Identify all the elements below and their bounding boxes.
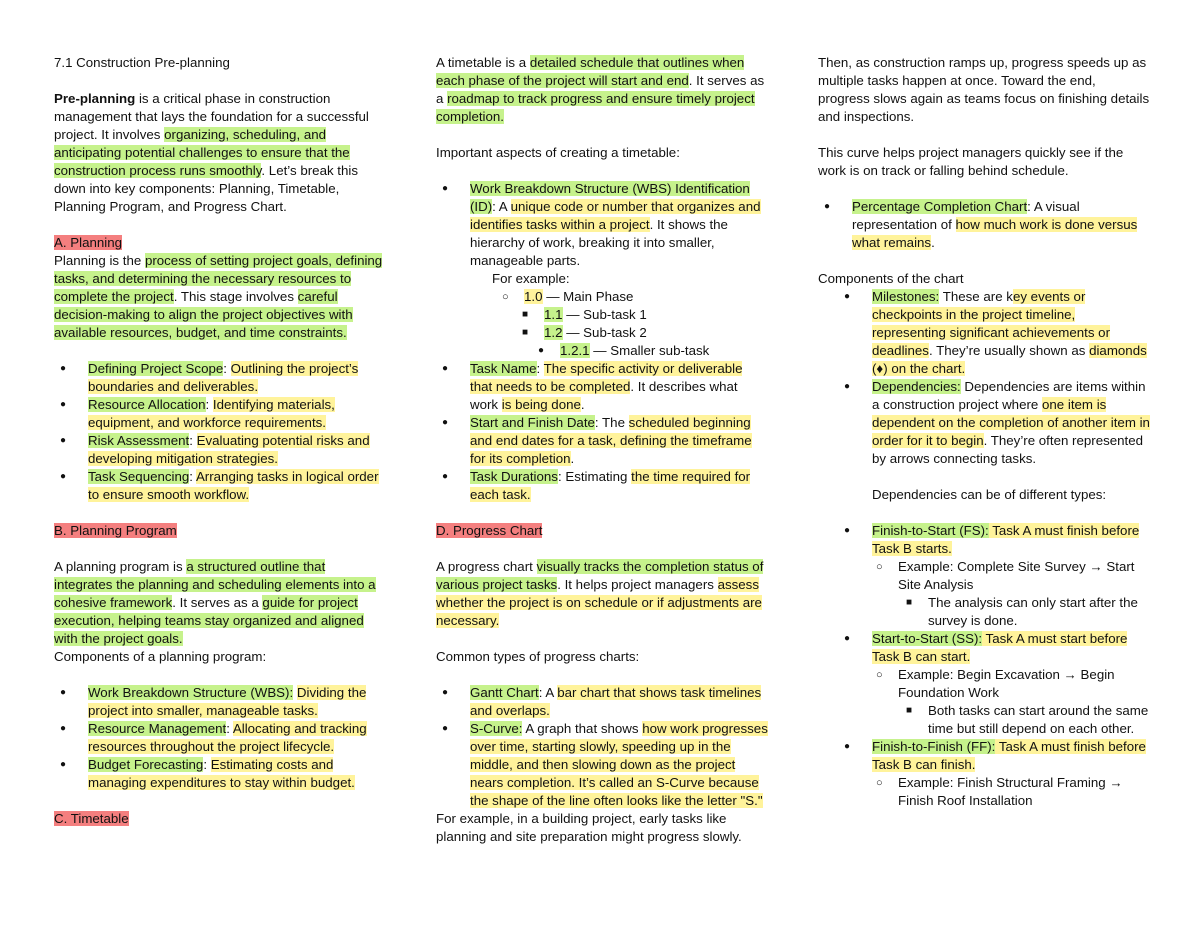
dependency-types-label: Dependencies can be of different types: [872,487,1107,502]
planning-paragraph: Planning is the process of setting project goals, defining tasks, and determining the necessary resources to complete the project. This stage involves careful decision-making to align the project objectives with available resources, budget, and time constraints. [54,253,383,340]
program-components-label: Components of a planning program: [54,649,267,664]
ss-example: ○ Example: Begin Excavation → Begin Foundation Work [872,666,1150,702]
curve-summary: This curve helps project managers quickly see if the work is on track or falling behind schedule. [818,145,1124,178]
fs-example: ○ Example: Complete Site Survey → Start Site Analysis [872,558,1150,594]
aspects-intro: Important aspects of creating a timetable: [436,145,680,160]
chart-components-list [838,288,1150,468]
section-heading-planning: A. Planning [54,235,123,250]
pcc-list [818,198,1150,252]
ss-detail: ■ Both tasks can start around the same time but still depend on each other. [902,702,1150,738]
program-list [54,684,386,792]
wbs-level: ○ 1.0 — Main Phase [498,288,768,306]
column-1 [54,54,386,828]
chart-types-intro: Common types of progress charts: [436,649,640,664]
list-item: ● Defining Project Scope: Outlining the project’s boundaries and deliverables. [54,360,386,396]
column-2 [436,54,768,846]
list-item-pcc: ● Percentage Completion Chart: A visual representation of how much work is done versus what remains. [818,198,1150,252]
list-item: ● Task Sequencing: Arranging tasks in logical order to ensure smooth workflow. [54,468,386,504]
list-item-start-finish: ● Start and Finish Date: The scheduled beginning and end dates for a task, defining the timeframe for its completion. [436,414,768,468]
list-item-task-name: ● Task Name: The specific activity or deliverable that needs to be completed. It describes what work is being done. [436,360,768,414]
list-item-gantt: ● Gantt Chart: A bar chart that shows task timelines and overlaps. [436,684,768,720]
list-item-durations: ● Task Durations: Estimating the time required for each task. [436,468,768,504]
page-title: 7.1 Construction Pre-planning [54,55,230,70]
list-item-ss: ● Start-to-Start (SS): Task A must start before Task B can start. ○ Example: Begin Excavation → Begin Foundation Work ■ Both tasks can start around the same time but still depend on each other. [838,630,1150,738]
progress-paragraph: A progress chart visually tracks the completion status of various project tasks. It helps project managers assess whether the project is on schedule or if adjustments are necessary. [436,559,764,628]
dependency-types-list [838,522,1150,810]
fs-detail: ■ The analysis can only start after the survey is done. [902,594,1150,630]
section-heading-timetable: C. Timetable [54,811,129,826]
list-item: ● Resource Allocation: Identifying materials, equipment, and workforce requirements. [54,396,386,432]
wbs-level: ■ 1.1 — Sub-task 1 [518,306,768,324]
list-item: ● Budget Forecasting: Estimating costs and managing expenditures to stay within budget. [54,756,386,792]
list-item-wbs: ● Work Breakdown Structure (WBS) Identification (ID): A unique code or number that organizes and identifies tasks within a project. It shows the hierarchy of work, breaking it into smaller, manageable parts. For example: ○ 1.0 — Main Phase ■ 1.1 — Sub-task 1 ■ 1.2 — Sub-task 2 ● 1.2.1 — Smaller sub-task [436,180,768,360]
wbs-example-label: For example: [492,271,570,286]
timetable-paragraph: A timetable is a detailed schedule that outlines when each phase of the project will start and end. It serves as a roadmap to track progress and ensure timely project completion. [436,55,765,124]
list-item-fs: ● Finish-to-Start (FS): Task A must finish before Task B starts. ○ Example: Complete Site Survey → Start Site Analysis ■ The analysis can only start after the survey is done. [838,522,1150,630]
list-item: ● Resource Management: Allocating and tracking resources throughout the project lifecycle. [54,720,386,756]
chart-components-label: Components of the chart [818,271,964,286]
wbs-level: ● 1.2.1 — Smaller sub-task [534,342,768,360]
list-item: ● Risk Assessment: Evaluating potential risks and developing mitigation strategies. [54,432,386,468]
program-paragraph: A planning program is a structured outline that integrates the planning and scheduling elements into a cohesive framework. It serves as a guide for project execution, helping teams stay organized and aligned with the project goals. [54,559,376,646]
wbs-level: ■ 1.2 — Sub-task 2 [518,324,768,342]
intro-paragraph: Pre-planning is a critical phase in construction management that lays the foundation for a successful project. It involves organizing, scheduling, and anticipating potential challenges to ensure that the construction process runs smoothly. Let’s break this down into key components: Planning, Timetable, Planning Program, and Progress Chart. [54,91,369,214]
section-heading-progress-chart: D. Progress Chart [436,523,543,538]
list-item-dependencies: ● Dependencies: Dependencies are items within a construction project where one item is dependent on the completion of another item in order for it to begin. They’re often represented by arrows connecting tasks. [838,378,1150,468]
timetable-aspects-list [436,180,768,504]
ff-example: ○ Example: Finish Structural Framing → Finish Roof Installation [872,774,1150,810]
chart-types-list [436,684,768,810]
scurve-example: For example, in a building project, early tasks like planning and site preparation might progress slowly. [436,811,742,844]
list-item: ● Work Breakdown Structure (WBS): Dividing the project into smaller, manageable tasks. [54,684,386,720]
scurve-continued: Then, as construction ramps up, progress speeds up as multiple tasks happen at once. Toward the end, progress slows again as teams focus on finishing details and inspections. [818,55,1150,124]
column-3 [818,54,1150,810]
section-heading-planning-program: B. Planning Program [54,523,177,538]
list-item-ff: ● Finish-to-Finish (FF): Task A must finish before Task B can finish. ○ Example: Finish Structural Framing → Finish Roof Installation [838,738,1150,810]
planning-list [54,360,386,504]
list-item-milestones: ● Milestones: These are key events or checkpoints in the project timeline, representing significant achievements or deadlines. They’re usually shown as diamonds (♦) on the chart. [838,288,1150,378]
list-item-scurve: ● S-Curve: A graph that shows how work progresses over time, starting slowly, speeding up in the middle, and then slowing down as the project nears completion. It’s called an S-Curve because the shape of the line often looks like the letter "S." [436,720,768,810]
